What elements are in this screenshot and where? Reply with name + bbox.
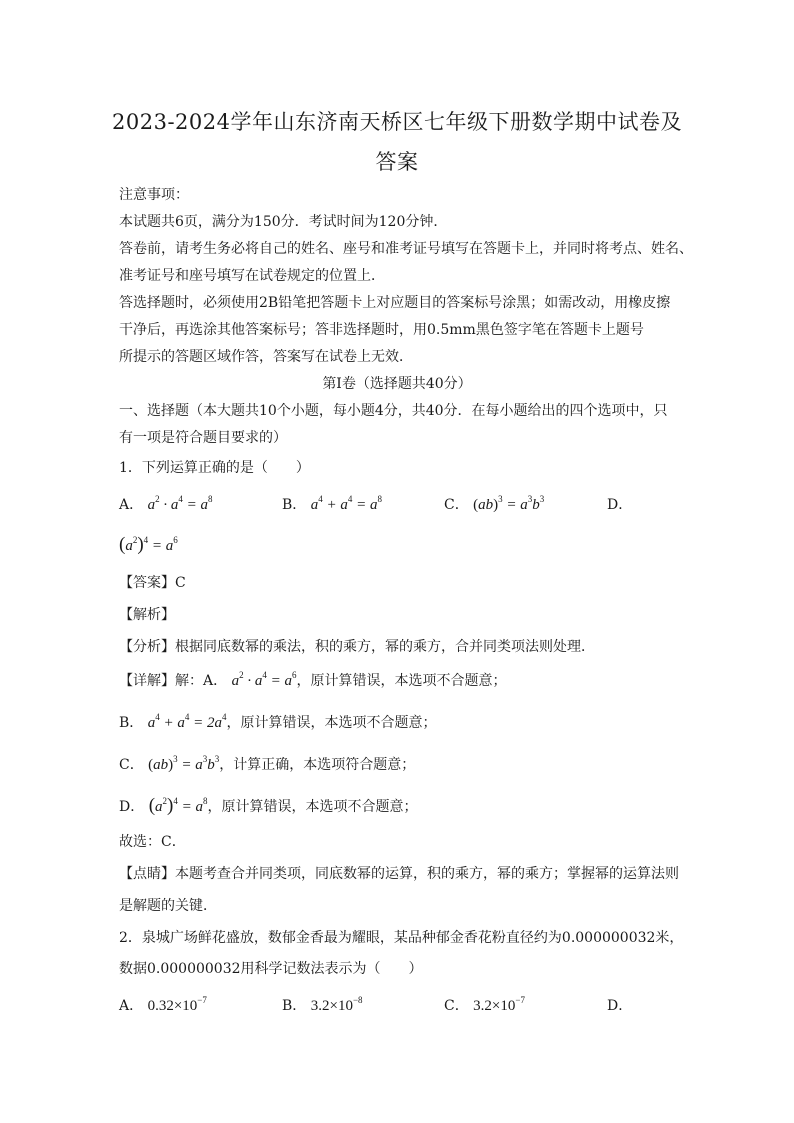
answer-line: 【答案】C	[119, 575, 186, 591]
option-label: A．	[119, 497, 144, 513]
detail-label: D．	[119, 799, 145, 815]
question-stem: 1．下列运算正确的是（ ）	[119, 460, 310, 476]
math-expression: $(ab)^3 = a^3b^3$	[473, 494, 545, 513]
option-b	[282, 495, 382, 515]
notice-line: 答选择题时，必须使用2B铅笔把答题卡上对应题目的答案标号涂黑；如需改动，用橡皮擦	[119, 295, 671, 311]
math-expression: $3.2\times 10^{-8}$	[310, 995, 363, 1014]
document-title-line1: 2023-2024学年山东济南天桥区七年级下册数学期中试卷及	[112, 110, 682, 134]
option-b	[282, 996, 363, 1016]
choice-line: 故选：C．	[119, 834, 186, 850]
option-d	[607, 495, 632, 515]
comment-line: 【点睛】本题考查合并同类项，同底数幂的运算，积的乘方，幂的乘方；掌握幂的运算法则	[119, 866, 679, 882]
detail-prefix: 【详解】解：A．	[119, 673, 228, 689]
math-expression: $a^2 \cdot a^4 = a^6$	[231, 670, 297, 689]
section-instructions: 有一项是符合题目要求的）	[119, 430, 287, 446]
math-expression: $0.32\times 10^{-7}$	[147, 995, 207, 1014]
option-c	[444, 495, 544, 515]
option-d	[607, 996, 632, 1016]
detail-label: C．	[119, 757, 144, 773]
option-label: D．	[607, 998, 633, 1014]
option-a	[119, 495, 212, 515]
option-label: A．	[119, 998, 144, 1014]
option-label: C．	[444, 497, 469, 513]
section-heading: 第Ⅰ卷（选择题共40分）	[322, 376, 472, 392]
math-expression: $a^4 + a^4 = a^8$	[310, 494, 382, 513]
notice-heading: 注意事项：	[119, 187, 189, 203]
option-c	[444, 996, 525, 1016]
document-title-line2: 答案	[375, 150, 419, 174]
detail-text: ，原计算错误，本选项不合题意；	[207, 799, 418, 815]
math-expression: $(a^2)^4 = a^6$	[119, 534, 178, 555]
option-label: B．	[282, 998, 307, 1014]
math-expression: $3.2\times 10^{-7}$	[473, 995, 525, 1014]
detail-b	[119, 713, 437, 733]
detail-d	[119, 796, 417, 817]
notice-line: 准考证号和座号填写在试卷规定的位置上．	[119, 268, 385, 284]
notice-line: 本试题共6页，满分为150分．考试时间为120分钟．	[119, 214, 448, 230]
analysis-summary: 【分析】根据同底数幂的乘法，积的乘方，幂的乘方，合并同类项法则处理．	[119, 639, 595, 655]
notice-line: 干净后，再选涂其他答案标号；答非选择题时，用0.5mm黑色签字笔在答题卡上题号	[119, 322, 644, 338]
option-label: D．	[607, 497, 633, 513]
detail-label: B．	[119, 715, 144, 731]
question-stem: 数据0.000000032用科学记数法表示为（ ）	[119, 961, 423, 977]
math-expression: $a^2 \cdot a^4 = a^8$	[147, 494, 213, 513]
notice-line: 所提示的答题区域作答，答案写在试卷上无效．	[119, 349, 413, 365]
detail-text: ，原计算错误，本选项不合题意；	[296, 673, 507, 689]
option-label: B．	[282, 497, 307, 513]
analysis-heading: 【解析】	[119, 607, 175, 623]
option-label: C．	[444, 998, 469, 1014]
detail-c	[119, 755, 415, 775]
math-expression: $(ab)^3 = a^3b^3$	[148, 754, 220, 773]
math-expression: $a^4 + a^4 = 2a^4$	[147, 712, 227, 731]
math-expression: $(a^2)^4 = a^8$	[148, 795, 208, 816]
detail-text: ，原计算错误，本选项不合题意；	[226, 715, 437, 731]
option-d-expression	[119, 535, 178, 556]
detail-text: ，计算正确，本选项符合题意；	[219, 757, 416, 773]
detail-a	[119, 671, 506, 691]
option-a	[119, 996, 207, 1016]
question-stem: 2．泉城广场鲜花盛放，数郁金香最为耀眼，某品种郁金香花粉直径约为0.000000032米，	[119, 930, 684, 946]
notice-line: 答卷前，请考生务必将自己的姓名、座号和准考证号填写在答题卡上，并同时将考点、姓名、	[119, 241, 693, 257]
section-instructions: 一、选择题（本大题共10个小题，每小题4分，共40分．在每小题给出的四个选项中，只	[119, 403, 668, 419]
comment-line: 是解题的关键．	[119, 898, 217, 914]
